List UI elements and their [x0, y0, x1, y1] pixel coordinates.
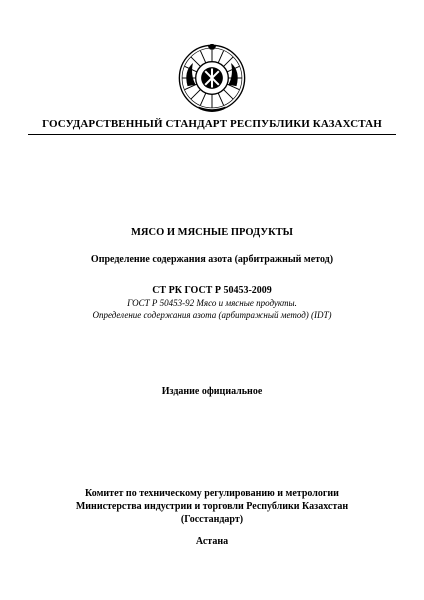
state-emblem-icon: [178, 44, 246, 112]
publisher-line-3: (Госстандарт): [180, 514, 244, 525]
document-subtitle: Определение содержания азота (арбитражный метод): [90, 254, 334, 265]
reference-standard-line-2: Определение содержания азота (арбитражный метод) (IDT): [92, 310, 332, 320]
edition-label: Издание официальное: [161, 386, 263, 397]
header-divider: [28, 134, 396, 135]
document-title: МЯСО И МЯСНЫЕ ПРОДУКТЫ: [131, 227, 293, 238]
publisher-line-2: Министерства индустрии и торговли Республики Казахстан: [75, 501, 349, 512]
reference-standard-line-1: ГОСТ Р 50453-92 Мясо и мясные продукты.: [127, 298, 297, 308]
standard-code: СТ РК ГОСТ Р 50453-2009: [152, 285, 272, 296]
publisher-line-1: Комитет по техническому регулированию и метрологии: [85, 488, 339, 499]
organization-heading: ГОСУДАРСТВЕННЫЙ СТАНДАРТ РЕСПУБЛИКИ КАЗАХСТАН: [42, 118, 382, 130]
city-label: Астана: [195, 536, 229, 547]
